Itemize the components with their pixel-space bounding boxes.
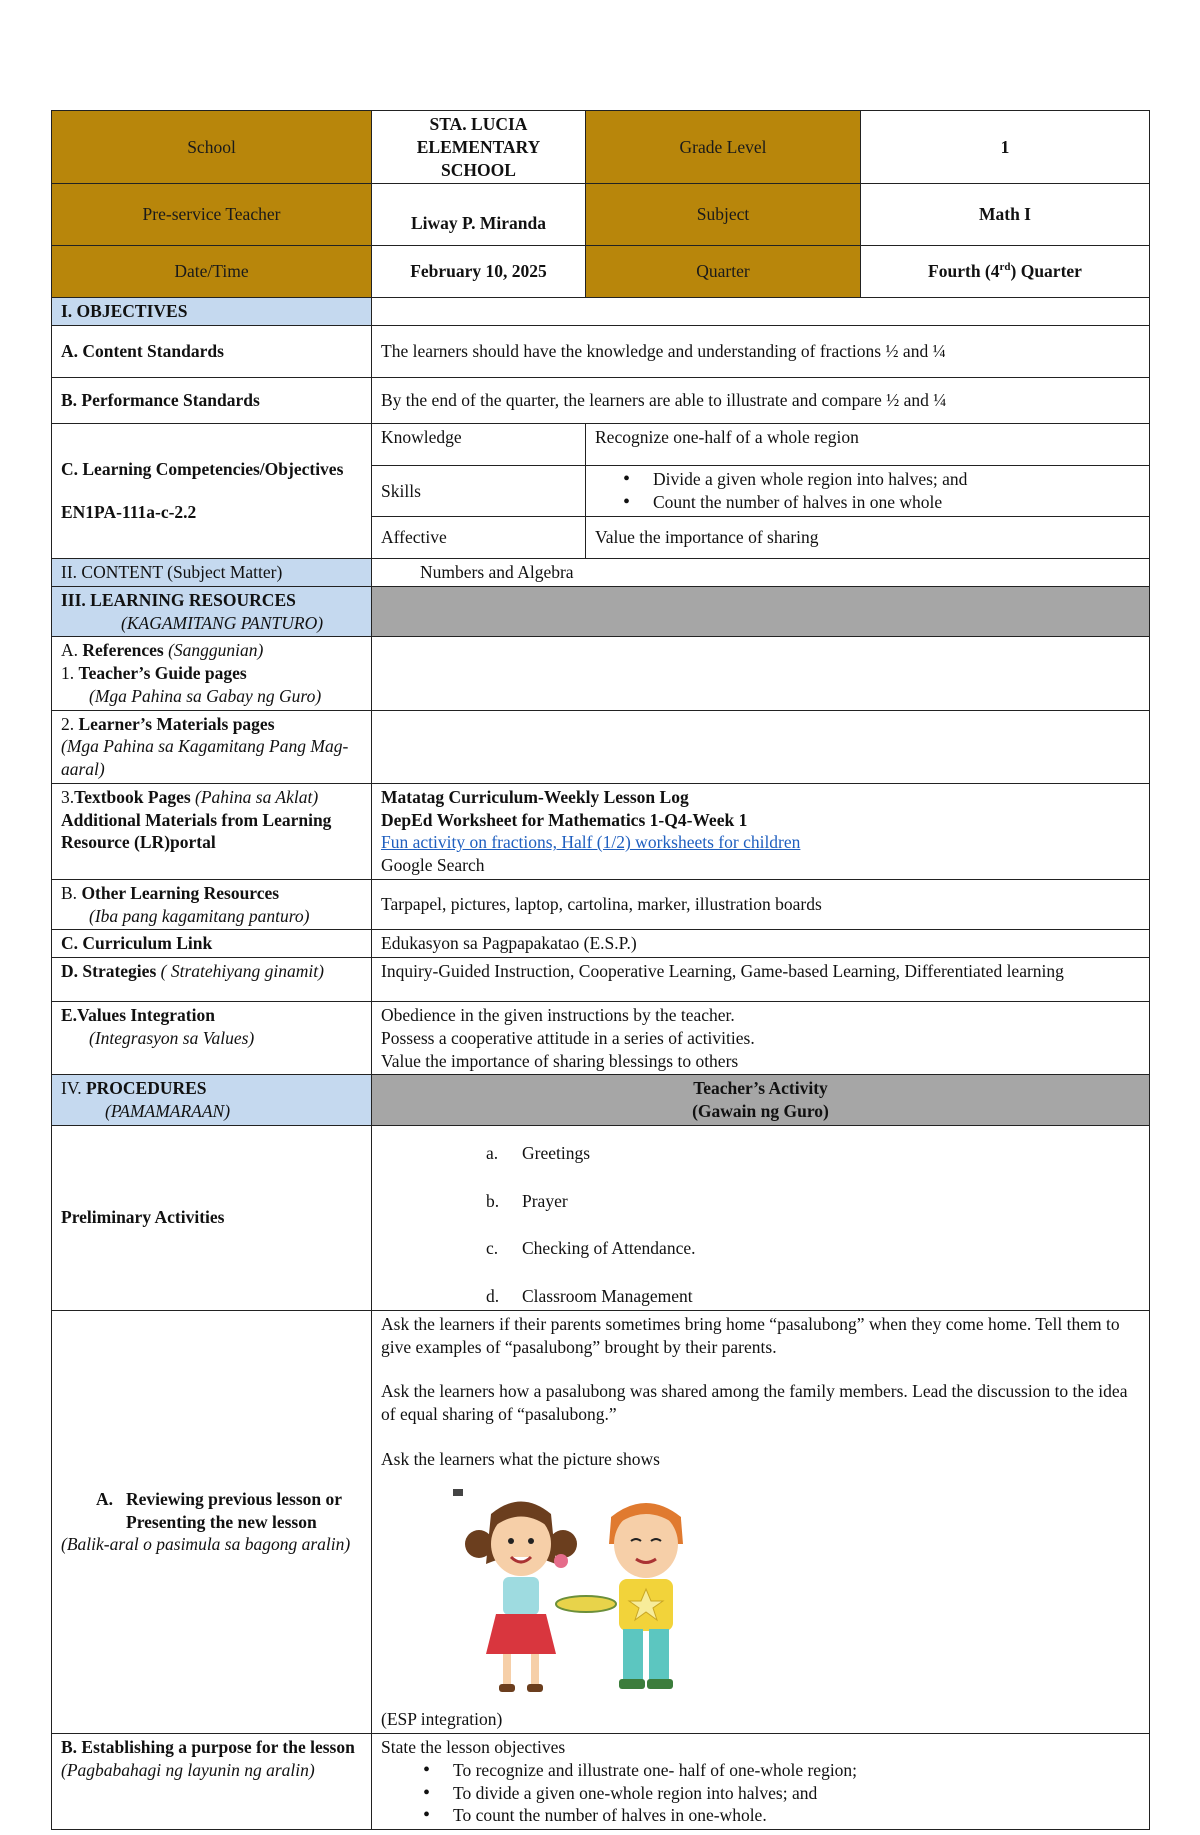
skills-label: Skills [372,466,586,517]
teacher-activity-heading: Teacher’s Activity (Gawain ng Guro) [372,1075,1150,1126]
worksheet-link[interactable]: Fun activity on fractions, Half (1/2) worksheets for children [381,832,801,853]
date-value: February 10, 2025 [372,246,586,298]
competencies-label: C. Learning Competencies/Objectives [61,459,344,480]
knowledge-label: Knowledge [372,424,586,466]
strategies-label: D. Strategies ( Stratehiyang ginamit) [52,958,372,1002]
purpose-label: B. Establishing a purpose for the lesson (Pagbabahagi ng layunin ng aralin) [52,1734,372,1830]
performance-standards-label: B. Performance Standards [52,378,372,424]
list-item: c. Checking of Attendance. [486,1238,696,1259]
list-item: • To recognize and illustrate one- half of one-whole region; [453,1759,1140,1782]
preliminary-activities-label: Preliminary Activities [52,1125,372,1310]
values-integration-value: Obedience in the given instructions by the teacher. Possess a cooperative attitude in a series of activities. Value the importance of sharing blessings to others [372,1002,1150,1075]
other-resources-label: B. Other Learning Resources (Iba pang kagamitang panturo) [52,879,372,930]
content-standards-label: A. Content Standards [52,326,372,378]
textbook-pages-value: Matatag Curriculum-Weekly Lesson Log DepEd Worksheet for Mathematics 1-Q4-Week 1 Fun activity on fractions, Half (1/2) worksheets for children Google Search [372,783,1150,879]
knowledge-value: Recognize one-half of a whole region [586,424,1150,466]
competencies-cell [52,424,372,559]
teacher-label: Pre-service Teacher [52,184,372,246]
subject-label: Subject [586,184,861,246]
skills-value [586,466,1150,517]
references-label: A. References (Sanggunian) 1. Teacher’s Guide pages (Mga Pahina sa Gabay ng Guro) [52,637,372,710]
list-item: a. Greetings [486,1142,591,1163]
quarter-value: Fourth (4rd) Quarter [861,246,1150,298]
procedures-heading: IV. PROCEDURES (PAMAMARAAN) [52,1075,372,1126]
curriculum-link-value: Edukasyon sa Pagpapakatao (E.S.P.) [372,930,1150,958]
other-resources-value: Tarpapel, pictures, laptop, cartolina, marker, illustration boards [372,879,1150,930]
grade-level-label: Grade Level [586,111,861,184]
boy-figure [609,1503,683,1689]
strategies-value: Inquiry-Guided Instruction, Cooperative Learning, Game-based Learning, Differentiated learning [372,958,1150,1002]
school-label: School [52,111,372,184]
values-integration-label: E.Values Integration (Integrasyon sa Values) [52,1002,372,1075]
teacher-value: Liway P. Miranda [372,184,586,246]
objectives-heading: I. OBJECTIVES [52,298,372,326]
review-lesson-label: A. Reviewing previous lesson or Presenting the new lesson (Balik-aral o pasimula sa bagong aralin) [52,1310,372,1733]
list-item: • Divide a given whole region into halves; and [653,468,1140,491]
competency-code: EN1PA-111a-c-2.2 [61,502,197,522]
lesson-plan-document [51,110,1149,1830]
performance-standards-value: By the end of the quarter, the learners are able to illustrate and compare ½ and ¼ [372,378,1150,424]
lesson-plan-table [51,110,1150,1830]
review-lesson-content: Ask the learners if their parents sometimes bring home “pasalubong” when they come home. Tell them to give examples of “pasalubong” brought by their parents. Ask the learners how a pasalubong was shared among the family members. Lead the discussion to the idea of equal sharing of “pasalubong.” Ask the learners what the picture shows (ESP integration) [372,1310,1150,1733]
list-item: b. Prayer [486,1190,568,1211]
learners-materials-label: 2. Learner’s Materials pages (Mga Pahina sa Kagamitang Pang Mag-aaral) [52,710,372,783]
subject-value: Math I [861,184,1150,246]
curriculum-link-label: C. Curriculum Link [52,930,372,958]
quarter-label: Quarter [586,246,861,298]
list-item: • To count the number of halves in one-whole. [453,1804,1140,1827]
resources-heading: III. LEARNING RESOURCES (KAGAMITANG PANTURO) [52,586,372,637]
date-label: Date/Time [52,246,372,298]
girl-figure [465,1501,577,1692]
affective-label: Affective [372,516,586,558]
grade-level-value: 1 [861,111,1150,184]
school-value: STA. LUCIA ELEMENTARY SCHOOL [372,111,586,184]
children-sharing-illustration [451,1489,721,1699]
textbook-pages-label: 3.Textbook Pages (Pahina sa Aklat) Additional Materials from Learning Resource (LR)portal [52,783,372,879]
list-item: d. Classroom Management [486,1286,693,1306]
content-label: II. CONTENT (Subject Matter) [52,558,372,586]
list-item: • To divide a given one-whole region into halves; and [453,1782,1140,1805]
content-value: Numbers and Algebra [372,558,1150,586]
list-item: • Count the number of halves in one whole [653,491,1140,514]
content-standards-value: The learners should have the knowledge and understanding of fractions ½ and ¼ [372,326,1150,378]
preliminary-activities-list [372,1125,1150,1310]
affective-value: Value the importance of sharing [586,516,1150,558]
purpose-content: State the lesson objectives • To recognize and illustrate one- half of one-whole region; • To divide a given one-whole region into halves; and • To count the number of halves in one-whole. [372,1734,1150,1830]
